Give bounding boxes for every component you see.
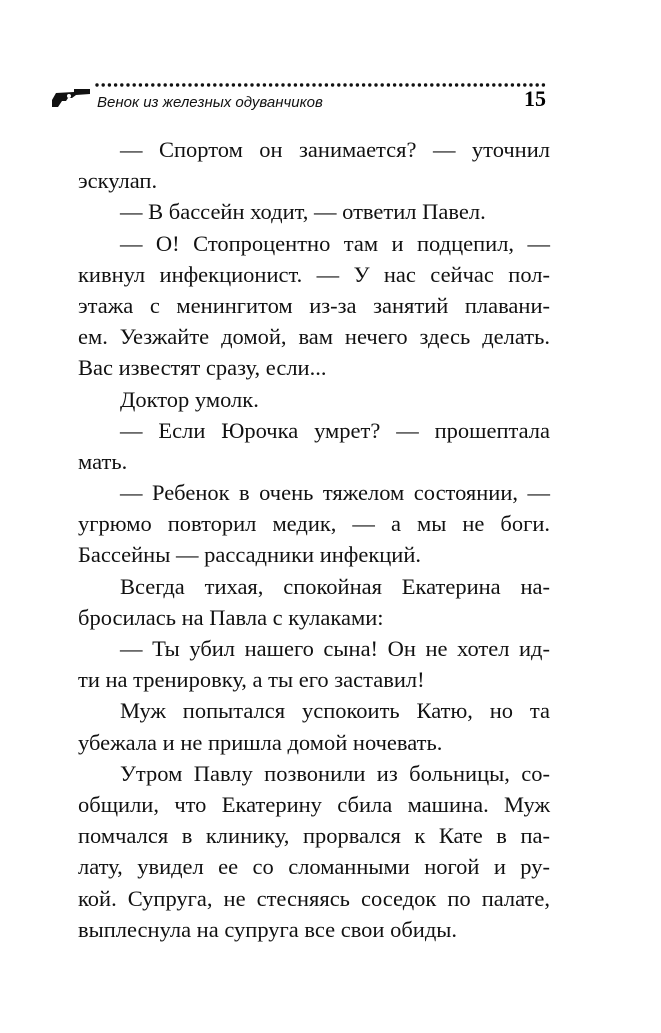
text-line: Муж попытался успокоить Катю, но та — [120, 698, 550, 724]
text-line: кой. Супруга, не стесняясь соседок по палате, — [78, 885, 550, 911]
text-line: — Спортом он занимается? — уточнил — [120, 137, 550, 162]
text-line: Доктор умолк. — [120, 386, 259, 412]
text-line: угрюмо повторил медик, — а мы не боги. — [78, 511, 550, 537]
text-line: — Если Юрочка умрет? — прошептала — [120, 417, 550, 443]
text-line: кивнул инфекционист. — У нас сейчас пол- — [78, 261, 550, 287]
text-line: — Ты убил нашего сына! Он не хотел ид- — [120, 636, 550, 661]
text-line: лату, увидел ее со сломанными ногой и ру- — [78, 854, 550, 880]
text-line: — В бассейн ходит, — ответил Павел. — [120, 199, 486, 225]
text-line: убежала и не пришла домой ночевать. — [78, 729, 443, 755]
text-line: — Ребенок в очень тяжелом состоянии, — — [120, 480, 550, 506]
text-line: помчался в клинику, прорвался к Кате в па- — [78, 823, 550, 849]
text-line: ем. Уезжайте домой, вам нечего здесь делать. — [78, 324, 550, 350]
text-line: мать. — [78, 448, 128, 474]
revolver-icon — [50, 86, 92, 108]
running-title: Венок из железных одуванчиков — [97, 94, 323, 111]
text-line: общили, что Екатерину сбила машина. Муж — [78, 791, 550, 817]
page-number: 15 — [524, 86, 546, 111]
text-line: Вас известят сразу, если... — [78, 355, 327, 381]
text-line: — О! Стопроцентно там и подцепил, — — [120, 230, 550, 256]
text-line: Утром Павлу позвонили из больницы, со- — [120, 760, 550, 786]
text-line: Всегда тихая, спокойная Екатерина на- — [120, 573, 550, 599]
body-text — [78, 134, 550, 945]
text-line: выплеснула на супруга все свои обиды. — [78, 916, 458, 942]
text-line: бросилась на Павла с кулаками: — [78, 604, 384, 630]
text-line: ти на тренировку, а ты его заставил! — [78, 667, 425, 693]
dotted-rule — [94, 82, 546, 88]
text-line: этажа с менингитом из-за занятий плавани- — [78, 292, 550, 318]
page-header — [50, 78, 550, 118]
text-line: Бассейны — рассадники инфекций. — [78, 542, 422, 568]
text-line: эскулап. — [78, 168, 158, 194]
